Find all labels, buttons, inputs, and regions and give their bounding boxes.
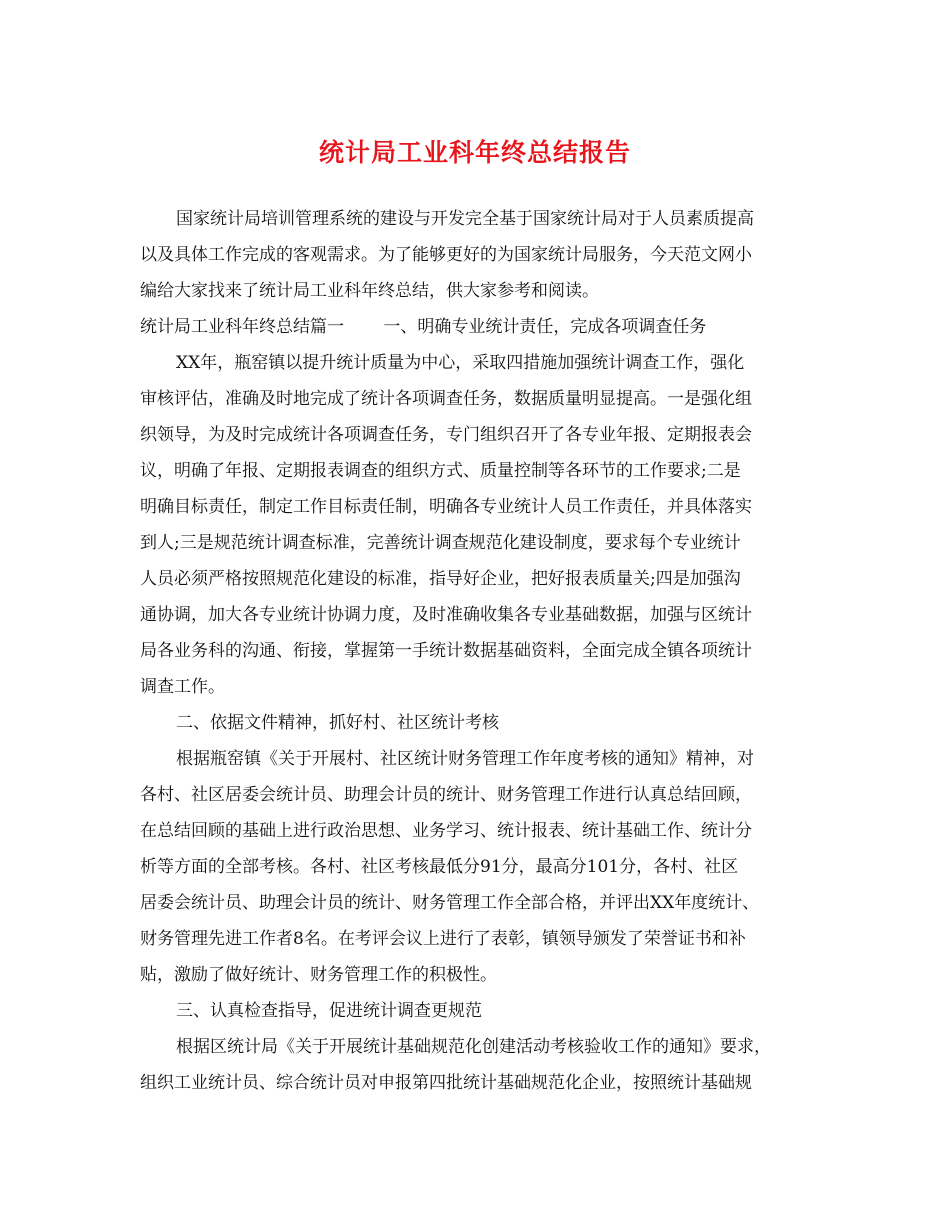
paragraph-line: 局各业务科的沟通、衔接，掌握第一手统计数据基础资料，全面完成全镇各项统计: [140, 641, 752, 661]
paragraph-line: 根据区统计局《关于开展统计基础规范化创建活动考核验收工作的通知》要求，: [176, 1037, 771, 1057]
paragraph-line: 在总结回顾的基础上进行政治思想、业务学习、统计报表、统计基础工作、统计分: [140, 821, 752, 841]
paragraph-line: 审核评估，准确及时地完成了统计各项调查任务，数据质量明显提高。一是强化组: [140, 389, 752, 409]
paragraph-line: 通协调，加大各专业统计协调力度，及时准确收集各专业基础数据，加强与区统计: [140, 605, 752, 625]
paragraph-line: 各村、社区居委会统计员、助理会计员的统计、财务管理工作进行认真总结回顾，: [140, 785, 752, 805]
paragraph-line: 根据瓶窑镇《关于开展村、社区统计财务管理工作年度考核的通知》精神，对: [176, 749, 754, 769]
paragraph-line: 调查工作。: [140, 677, 225, 697]
paragraph-line: 编给大家找来了统计局工业科年终总结，供大家参考和阅读。: [140, 281, 599, 301]
paragraph-line: 居委会统计员、助理会计员的统计、财务管理工作全部合格，并评出XX年度统计、: [140, 893, 760, 913]
section-heading-line: 二、依据文件精神，抓好村、社区统计考核: [176, 713, 499, 733]
paragraph-line: 织领导，为及时完成统计各项调查任务，专门组织召开了各专业年报、定期报表会: [140, 425, 752, 445]
paragraph-line: 以及具体工作完成的客观需求。为了能够更好的为国家统计局服务，今天范文网小: [140, 245, 752, 265]
section-heading-line: 三、认真检查指导，促进统计调查更规范: [176, 1001, 482, 1021]
paragraph-line: 明确目标责任，制定工作目标责任制，明确各专业统计人员工作责任，并具体落实: [140, 497, 752, 517]
document-title: 统计局工业科年终总结报告: [318, 138, 631, 167]
paragraph-line: 到人;三是规范统计调查标准，完善统计调查规范化建设制度，要求每个专业统计: [140, 533, 741, 553]
paragraph-line: 贴，激励了做好统计、财务管理工作的积极性。: [140, 965, 497, 985]
paragraph-line: 人员必须严格按照规范化建设的标准，指导好企业，把好报表质量关;四是加强沟: [140, 569, 741, 589]
paragraph-line: 议，明确了年报、定期报表调查的组织方式、质量控制等各环节的工作要求;二是: [140, 461, 741, 481]
paragraph-line: 国家统计局培训管理系统的建设与开发完全基于国家统计局对于人员素质提高: [176, 209, 754, 229]
paragraph-line: 组织工业统计员、综合统计员对申报第四批统计基础规范化企业，按照统计基础规: [140, 1073, 752, 1093]
paragraph-line: 析等方面的全部考核。各村、社区考核最低分91分，最高分101分，各村、社区: [140, 857, 739, 877]
paragraph-line: XX年，瓶窑镇以提升统计质量为中心，采取四措施加强统计调查工作，强化: [176, 353, 745, 373]
paragraph-line: 财务管理先进工作者8名。在考评会议上进行了表彰，镇领导颁发了荣誉证书和补: [140, 929, 746, 949]
section-heading-line: 统计局工业科年终总结篇一 一、明确专业统计责任，完成各项调查任务: [140, 317, 707, 337]
